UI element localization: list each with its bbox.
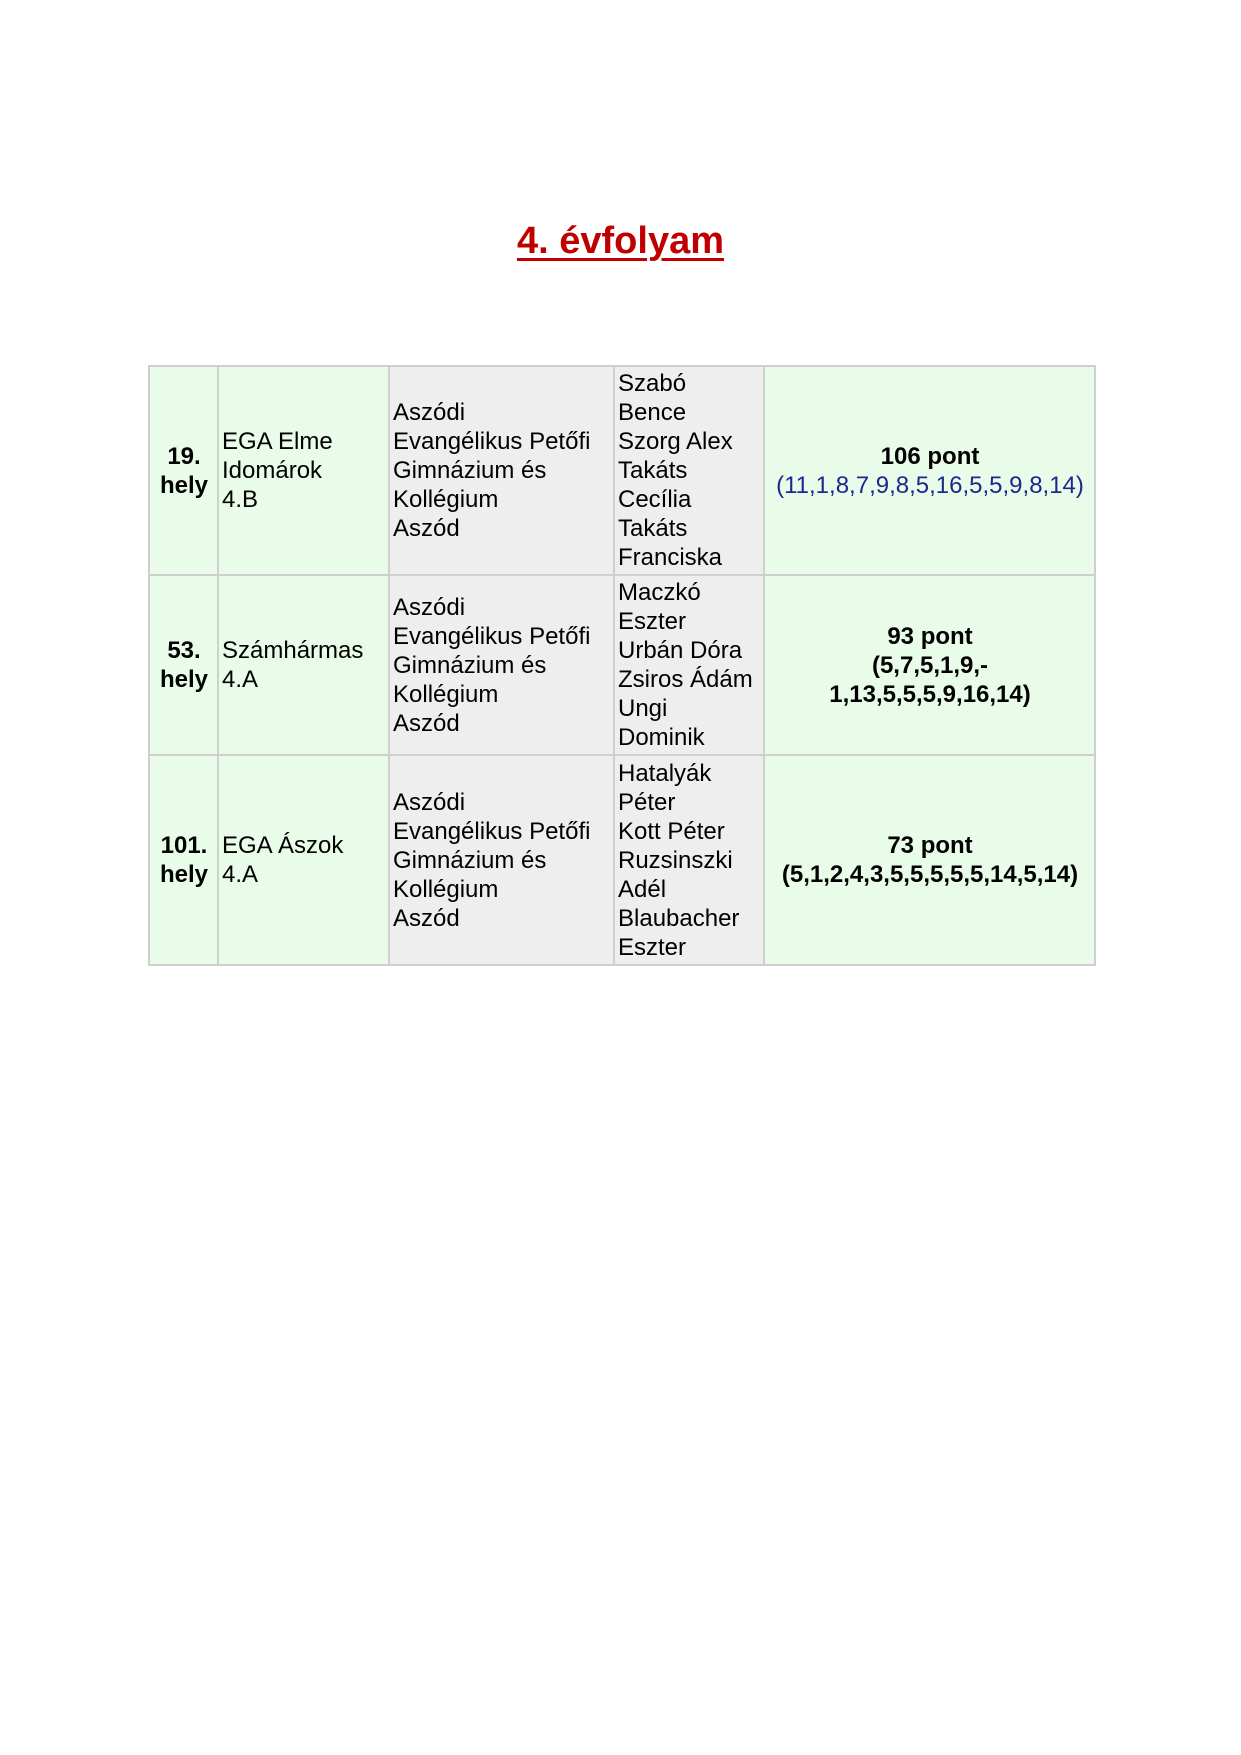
school-line: Evangélikus Petőfi xyxy=(393,428,591,455)
team-cell xyxy=(219,756,390,964)
team-cell xyxy=(219,367,390,576)
member-line: Hatalyák xyxy=(618,759,712,787)
team-line: 4.A xyxy=(222,861,259,888)
school-line: Aszód xyxy=(393,904,460,932)
member-line: Eszter xyxy=(618,608,687,635)
member-line: Blaubacher xyxy=(618,904,740,932)
member-line: Adél xyxy=(618,875,667,903)
school-line: Aszódi xyxy=(393,788,466,816)
member-line: Szabó xyxy=(618,370,687,397)
member-line: Ungi xyxy=(618,695,668,722)
school-line: Aszód xyxy=(393,709,460,737)
place-word: hely xyxy=(159,666,209,693)
table-row xyxy=(150,756,1094,964)
school-line: Aszódi xyxy=(393,399,466,426)
team-line: EGA Elme xyxy=(222,428,333,455)
member-line: Szorg Alex xyxy=(618,428,733,455)
score-detail: (11,1,8,7,9,8,5,16,5,5,9,8,14) xyxy=(776,471,1084,499)
team-line: Számhármas xyxy=(222,637,364,664)
place-word: hely xyxy=(159,471,209,499)
school-line: Gimnázium és xyxy=(393,846,547,874)
school-cell xyxy=(390,367,615,576)
score-cell xyxy=(765,756,1094,964)
member-line: Zsiros Ádám xyxy=(618,666,753,693)
member-line: Cecília xyxy=(618,486,692,513)
page-title: 4. évfolyam xyxy=(517,220,724,262)
score-total: 93 pont xyxy=(887,622,973,650)
place-cell xyxy=(150,367,219,576)
member-line: Péter xyxy=(618,788,676,816)
place-number: 101. xyxy=(160,832,208,859)
team-line: EGA Ászok xyxy=(222,832,344,859)
member-line: Bence xyxy=(618,399,687,426)
team-line: 4.B xyxy=(222,486,259,513)
members-cell xyxy=(615,576,765,756)
member-line: Franciska xyxy=(618,544,723,571)
team-line: Idomárok xyxy=(222,457,323,484)
member-line: Maczkó xyxy=(618,579,701,606)
score-detail: (5,1,2,4,3,5,5,5,5,5,14,5,14) xyxy=(781,861,1079,888)
team-cell xyxy=(219,576,390,756)
member-line: Urbán Dóra xyxy=(618,637,743,664)
member-line: Kott Péter xyxy=(618,817,725,845)
place-cell xyxy=(150,576,219,756)
score-detail: 1,13,5,5,5,9,16,14) xyxy=(829,680,1031,708)
member-line: Ruzsinszki xyxy=(618,846,733,874)
school-line: Evangélikus Petőfi xyxy=(393,817,591,845)
school-line: Kollégium xyxy=(393,875,499,903)
score-total: 106 pont xyxy=(880,442,980,470)
score-detail: (5,7,5,1,9,- xyxy=(871,651,989,679)
place-word: hely xyxy=(159,861,209,888)
member-line: Takáts xyxy=(618,457,688,484)
member-line: Dominik xyxy=(618,724,705,751)
team-line: 4.A xyxy=(222,666,259,693)
score-total: 73 pont xyxy=(887,832,973,859)
school-line: Aszódi xyxy=(393,593,466,621)
score-cell xyxy=(765,367,1094,576)
school-line: Kollégium xyxy=(393,680,499,708)
school-cell xyxy=(390,756,615,964)
school-cell xyxy=(390,576,615,756)
table-row xyxy=(150,576,1094,756)
results-table xyxy=(148,365,1096,966)
school-line: Gimnázium és xyxy=(393,457,547,484)
members-cell xyxy=(615,756,765,964)
table-row xyxy=(150,367,1094,576)
school-line: Kollégium xyxy=(393,486,499,513)
place-cell xyxy=(150,756,219,964)
member-line: Eszter xyxy=(618,933,687,961)
member-line: Takáts xyxy=(618,515,688,542)
place-number: 53. xyxy=(167,637,201,664)
school-line: Evangélikus Petőfi xyxy=(393,622,591,650)
members-cell xyxy=(615,367,765,576)
place-number: 19. xyxy=(167,442,201,470)
school-line: Gimnázium és xyxy=(393,651,547,679)
score-cell xyxy=(765,576,1094,756)
school-line: Aszód xyxy=(393,515,460,542)
